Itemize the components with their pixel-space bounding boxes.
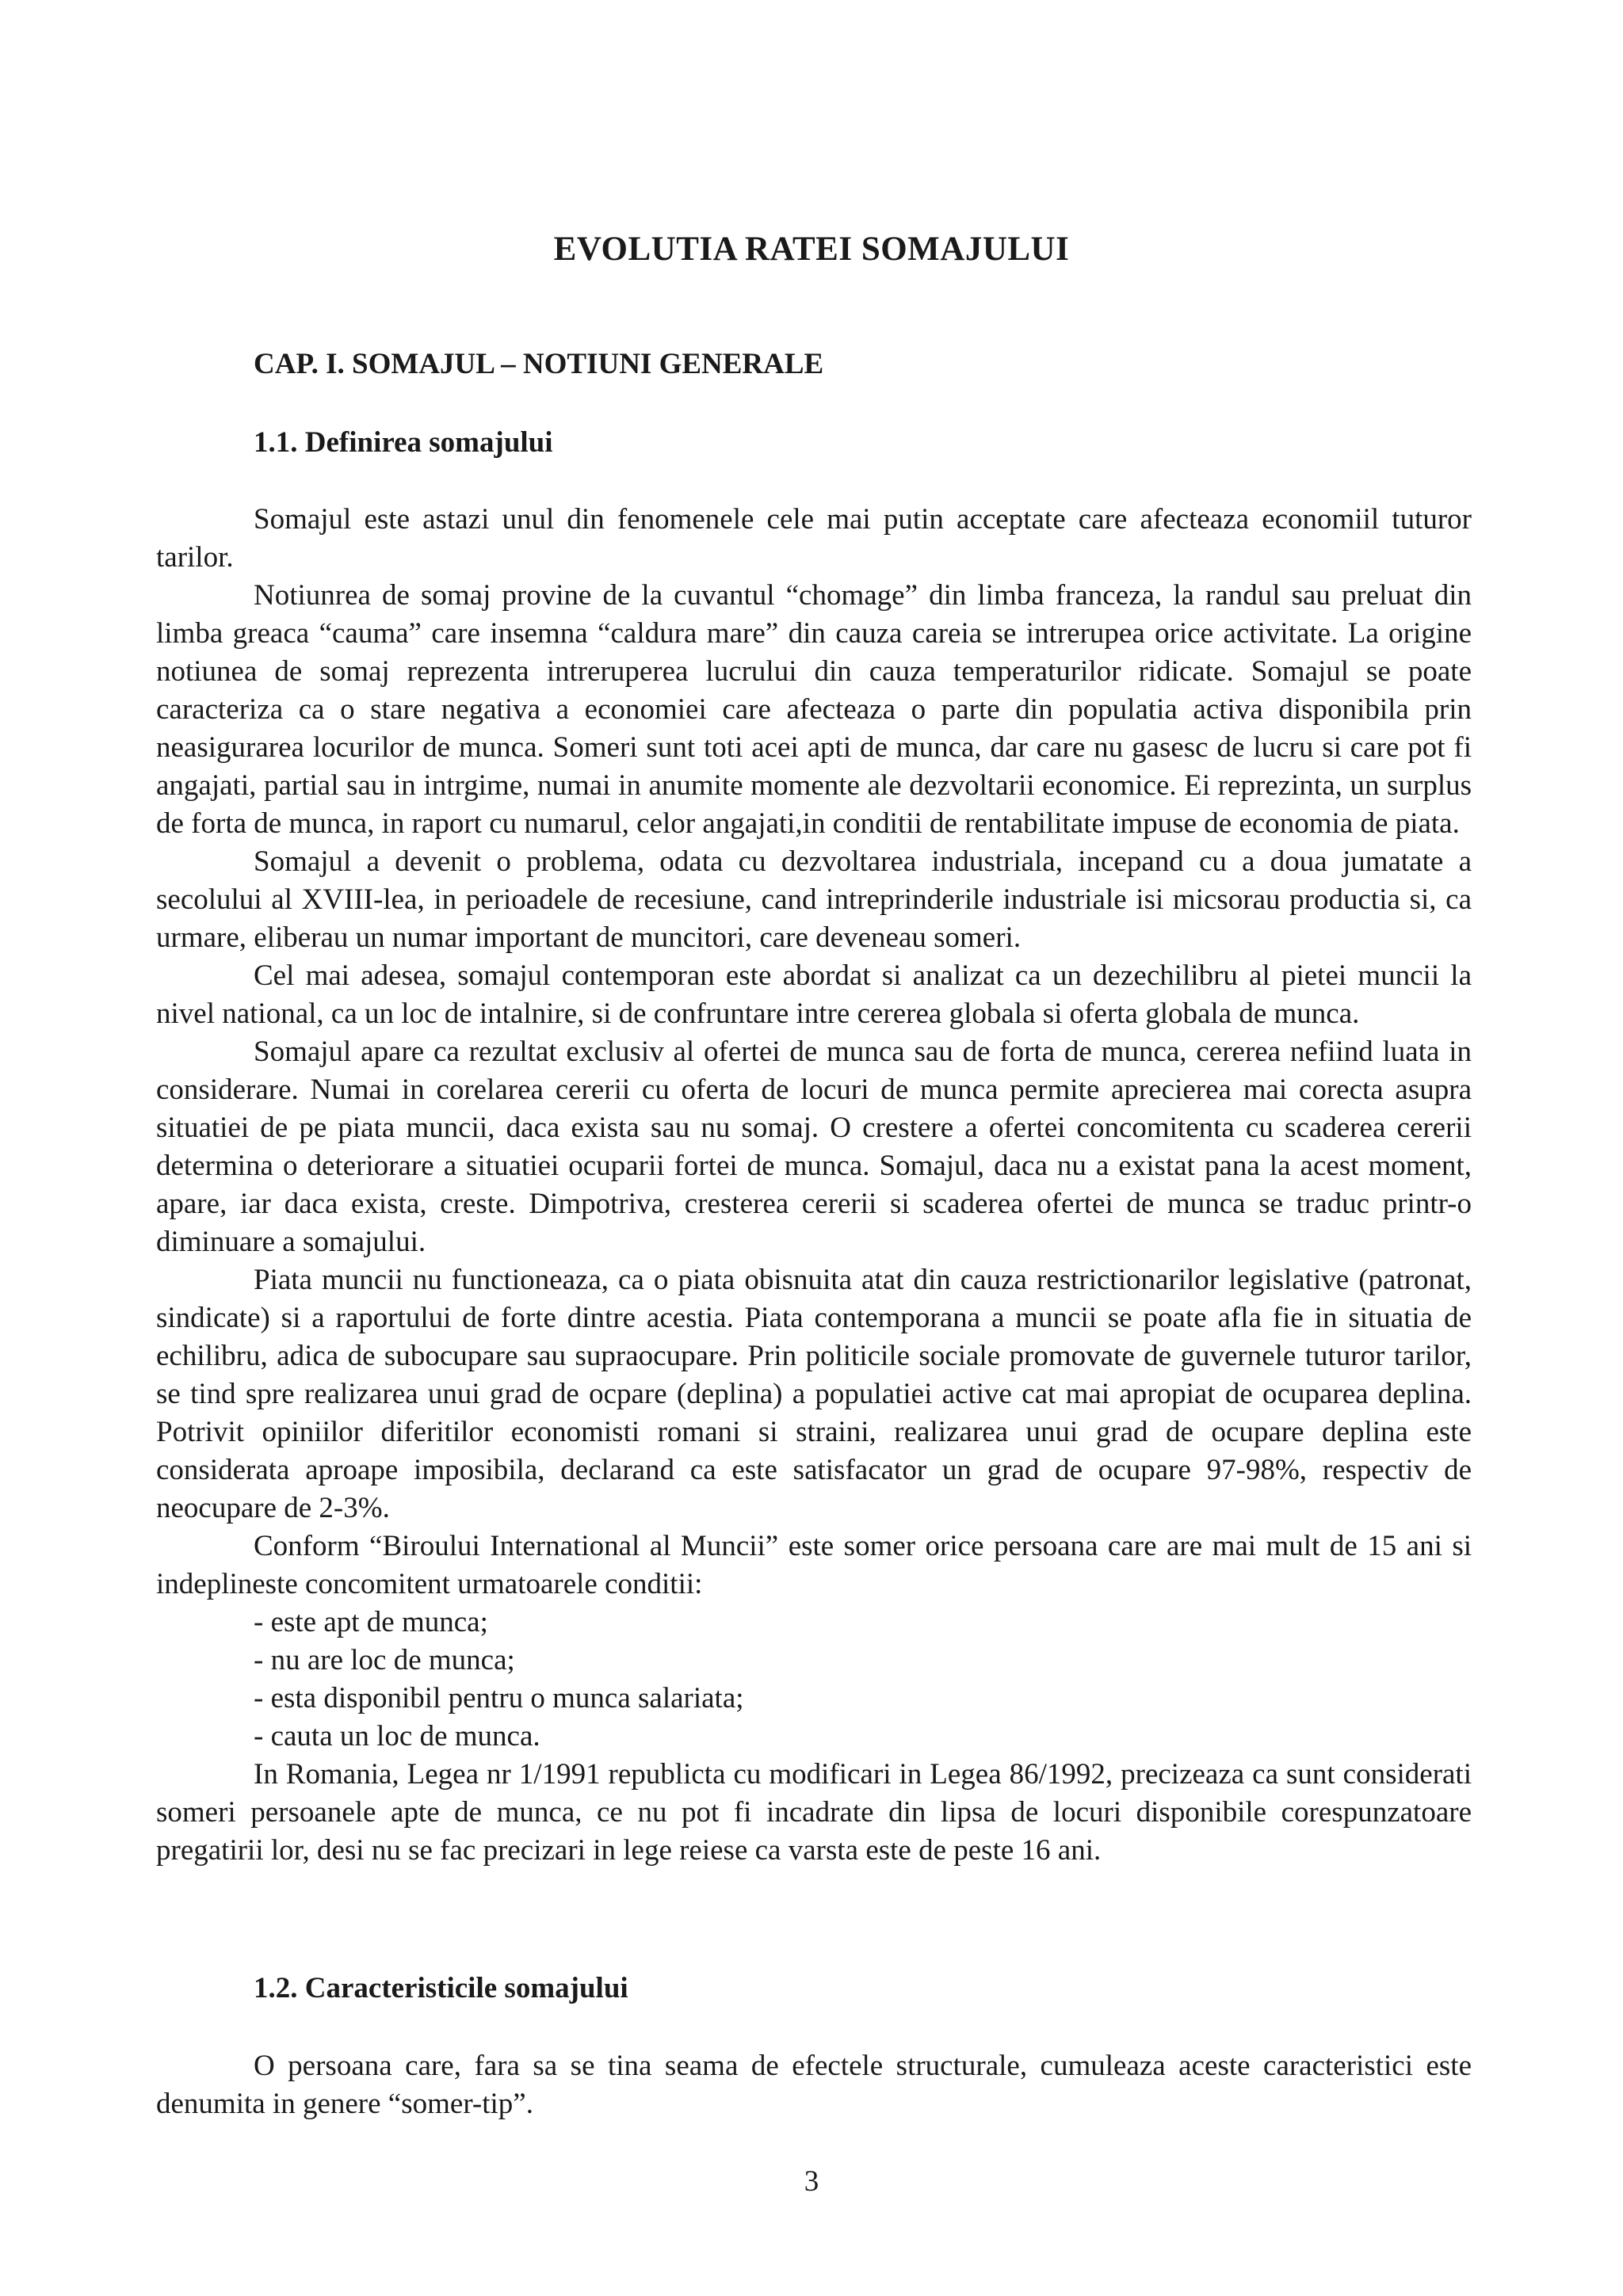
paragraph: Somajul este astazi unul din fenomenele cele mai putin acceptate care afecteaza economiil tuturor tarilor. bbox=[156, 503, 1472, 574]
section-2-body bbox=[156, 2047, 1472, 2123]
paragraph: Somajul apare ca rezultat exclusiv al ofertei de munca sau de forta de munca, cererea nefiind luata in considerare. Numai in corelarea cererii cu oferta de locuri de munca permite aprecierea mai corecta asupra situatiei de pe piata muncii, daca exista sau nu somaj. O crestere a ofertei concomitenta cu scaderea cererii determina o deteriorare a situatiei ocuparii fortei de munca. Somajul, daca nu a existat pana la acest moment, apare, iar daca exista, creste. Dimpotriva, cresterea cererii si scaderea ofertei de munca se traduc printr-o diminuare a somajului. bbox=[156, 1035, 1472, 1258]
paragraph: Cel mai adesea, somajul contemporan este abordat si analizat ca un dezechilibru al pietei muncii la nivel national, ca un loc de intalnire, si de confruntare intre cererea globala si oferta globala de munca. bbox=[156, 959, 1472, 1030]
paragraph: In Romania, Legea nr 1/1991 republicta cu modificari in Legea 86/1992, precizeaza ca sunt considerati someri persoanele apte de munca, ce nu pot fi incadrate din lipsa de locuri disponibile corespunzatoare pregatirii lor, desi nu se fac precizari in lege reiese ca varsta este de peste 16 ani. bbox=[156, 1758, 1472, 1867]
chapter-heading: CAP. I. SOMAJUL – NOTIUNI GENERALE bbox=[254, 348, 824, 380]
paragraph: Piata muncii nu functioneaza, ca o piata obisnuita atat din cauza restrictionarilor legislative (patronat, sindicate) si a raportului de forte dintre acestia. Piata contemporana a muncii se poate afla fie in situatia de echilibru, adica de subocupare sau supraocupare. Prin politicile sociale promovate de guvernele tuturor tarilor, se tind spre realizarea unui grad de ocpare (deplina) a populatiei active cat mai apropiat de ocuparea deplina. Potrivit opiniilor diferitilor economisti romani si straini, realizarea unui grad de ocupare deplina este considerata aproape imposibila, declarand ca este satisfacator un grad de ocupare 97-98%, respectiv de neocupare de 2-3%. bbox=[156, 1264, 1472, 1524]
section-1-body bbox=[156, 501, 1472, 1870]
section-heading-characteristics: 1.2. Caracteristicile somajului bbox=[254, 1972, 628, 2004]
condition-list-item: - cauta un loc de munca. bbox=[254, 1720, 540, 1753]
condition-list-item: - esta disponibil pentru o munca salariata; bbox=[254, 1682, 744, 1714]
condition-list-item: - este apt de munca; bbox=[254, 1606, 488, 1638]
paragraph: Somajul a devenit o problema, odata cu dezvoltarea industriala, incepand cu a doua jumatate a secolului al XVIII-lea, in perioadele de recesiune, cand intreprinderile industriale isi micsorau productia si, ca urmare, eliberau un numar important de muncitori, care deveneau someri. bbox=[156, 845, 1472, 954]
page-number: 3 bbox=[804, 2165, 819, 2198]
paragraph: Conform “Biroului International al Muncii” este somer orice persoana care are mai mult de 15 ani si indeplineste concomitent urmatoarele conditii: bbox=[156, 1530, 1472, 1600]
section-heading-definition: 1.1. Definirea somajului bbox=[254, 426, 553, 459]
paragraph: Notiunrea de somaj provine de la cuvantul “chomage” din limba franceza, la randul sau preluat din limba greaca “cauma” care insemna “caldura mare” din cauza careia se intrerupea orice activitate. La origine notiunea de somaj reprezenta intreruperea lucrului din cauza temperaturilor ridicate. Somajul se poate caracteriza ca o stare negativa a economiei care afecteaza o parte din populatia activa disponibila prin neasigurarea locurilor de munca. Someri sunt toti acei apti de munca, dar care nu gasesc de lucru si care pot fi angajati, partial sau in intrgime, numai in anumite momente ale dezvoltarii economice. Ei reprezinta, un surplus de forta de munca, in raport cu numarul, celor angajati,in conditii de rentabilitate impuse de economia de piata. bbox=[156, 579, 1472, 840]
document-title: EVOLUTIA RATEI SOMAJULUI bbox=[553, 231, 1070, 268]
condition-list-item: - nu are loc de munca; bbox=[254, 1644, 515, 1676]
paragraph: O persoana care, fara sa se tina seama de efectele structurale, cumuleaza aceste caracteristici este denumita in genere “somer-tip”. bbox=[156, 2050, 1472, 2120]
